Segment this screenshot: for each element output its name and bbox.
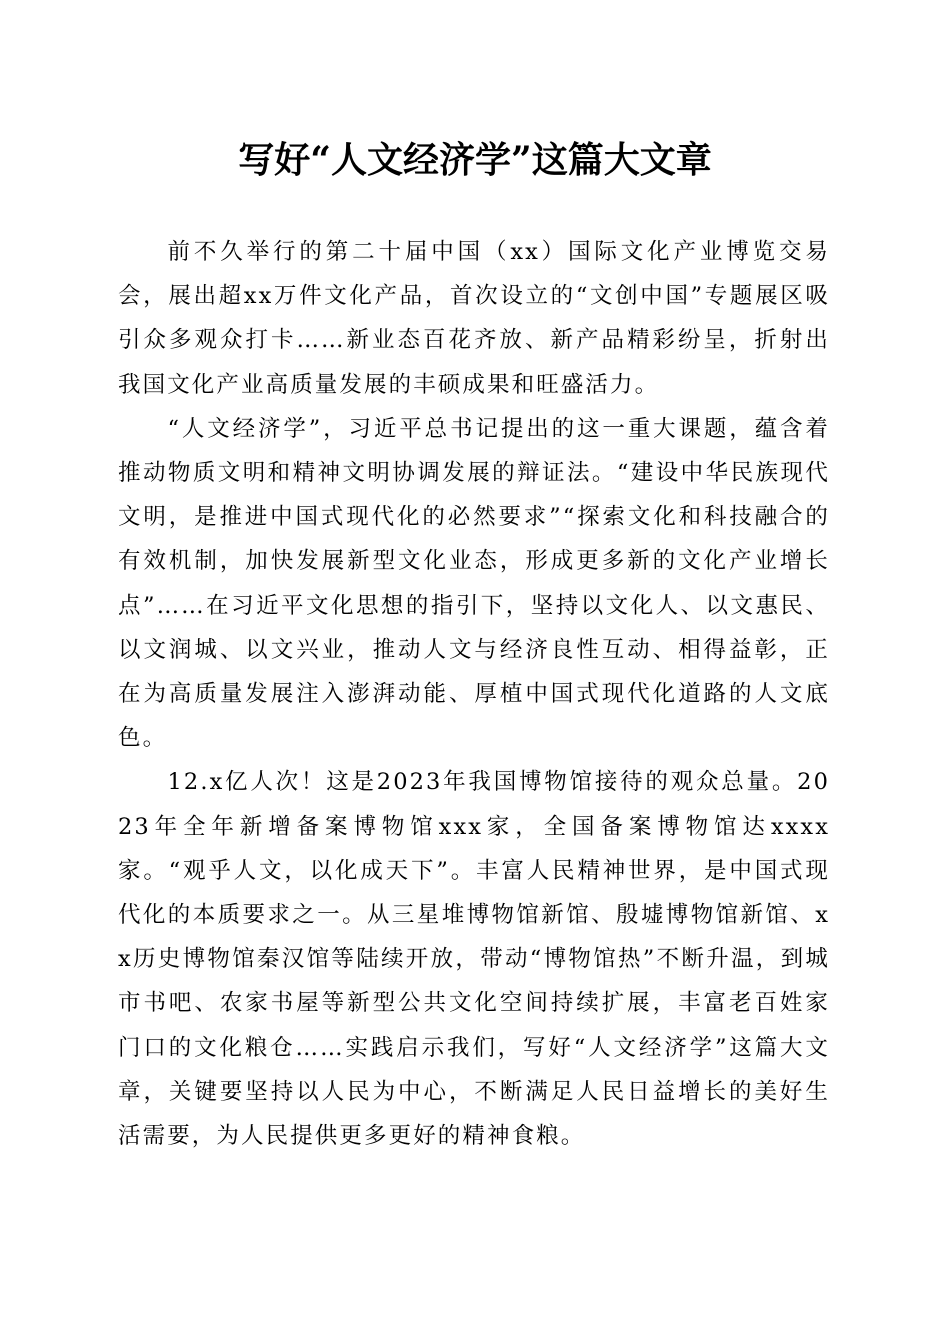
article-body: [118, 230, 830, 1158]
paragraph-2: “人文经济学”，习近平总书记提出的这一重大课题，蕴含着推动物质文明和精神文明协调发展的辩证法。“建设中华民族现代文明，是推进中国式现代化的必然要求”“探索文化和科技融合的有效机制，加快发展新型文化业态，形成更多新的文化产业增长点”……在习近平文化思想的指引下，坚持以文化人、以文惠民、以文润城、以文兴业，推动人文与经济良性互动、相得益彰，正在为高质量发展注入澎湃动能、厚植中国式现代化道路的人文底色。: [118, 415, 830, 752]
paragraph-1: 前不久举行的第二十届中国（xx）国际文化产业博览交易会，展出超xx万件文化产品，首次设立的“文创中国”专题展区吸引众多观众打卡……新业态百花齐放、新产品精彩纷呈，折射出我国文化产业高质量发展的丰硕成果和旺盛活力。: [118, 239, 830, 398]
paragraph-3: 12.x亿人次！这是2023年我国博物馆接待的观众总量。2023年全年新增备案博物馆xxx家，全国备案博物馆达xxxx家。“观乎人文，以化成天下”。丰富人民精神世界，是中国式现代化的本质要求之一。从三星堆博物馆新馆、殷墟博物馆新馆、xx历史博物馆秦汉馆等陆续开放，带动“博物馆热”不断升温，到城市书吧、农家书屋等新型公共文化空间持续扩展，丰富老百姓家门口的文化粮仓……实践启示我们，写好“人文经济学”这篇大文章，关键要坚持以人民为中心，不断满足人民日益增长的美好生活需要，为人民提供更多更好的精神食粮。: [118, 769, 830, 1150]
page-title: 写好“人文经济学”这篇大文章: [238, 139, 712, 181]
